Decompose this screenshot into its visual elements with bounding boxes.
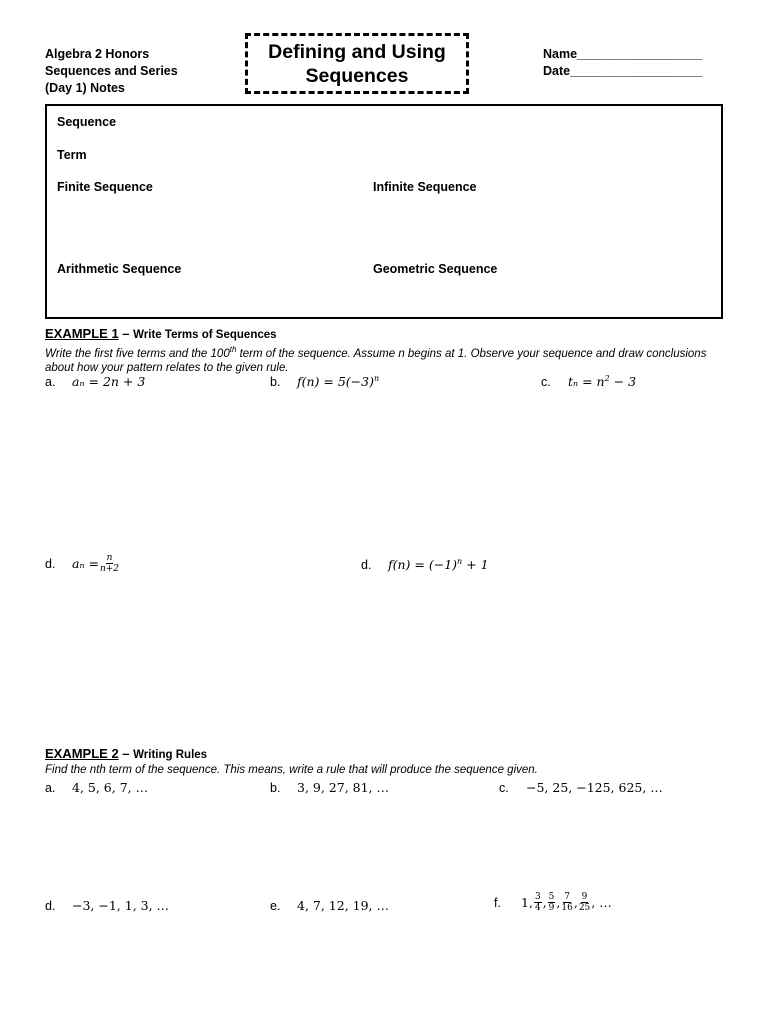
problem-expression bbox=[388, 557, 489, 572]
fraction bbox=[561, 892, 572, 913]
expr-tail: + 1 bbox=[462, 557, 489, 573]
term-sequence: Sequence bbox=[57, 115, 117, 129]
problem-label: d. bbox=[45, 556, 56, 571]
problem-label: e. bbox=[270, 899, 281, 913]
numerator: 5 bbox=[548, 892, 555, 902]
term-arithmetic-sequence: Arithmetic Sequence bbox=[57, 262, 182, 276]
problem-label: b. bbox=[270, 781, 281, 795]
page-title bbox=[268, 40, 446, 88]
instr-part-b: term of the sequence. Assume n begins at 1. Observe your sequence and draw conclusions about how your pattern relates to the given rule. bbox=[45, 347, 707, 374]
problem-label: a. bbox=[45, 781, 56, 795]
title-line-2: Sequences bbox=[305, 64, 409, 87]
problem-expression: 4, 7, 12, 19, … bbox=[297, 898, 390, 913]
definitions-box bbox=[45, 104, 723, 319]
ex1-problem-c bbox=[541, 374, 636, 389]
fraction bbox=[100, 553, 119, 574]
problem-label: b. bbox=[270, 375, 281, 390]
problem-expression: 4, 5, 6, 7, … bbox=[72, 780, 149, 795]
denominator: n+2 bbox=[99, 564, 120, 574]
title-box bbox=[245, 33, 469, 94]
student-fields bbox=[543, 46, 702, 80]
example-2-heading bbox=[45, 746, 207, 761]
example-2-label: EXAMPLE 2 bbox=[45, 746, 119, 761]
example-1-dash: – bbox=[118, 326, 134, 341]
example-1-label: EXAMPLE 1 bbox=[45, 326, 119, 341]
denominator: 25 bbox=[578, 903, 591, 913]
name-field[interactable]: Name__________________ bbox=[543, 47, 703, 61]
denominator: 16 bbox=[561, 903, 573, 913]
example-2-dash: – bbox=[118, 746, 134, 761]
course-name: Algebra 2 Honors bbox=[45, 47, 150, 61]
denominator: 9 bbox=[548, 903, 555, 913]
problem-label: a. bbox=[45, 375, 56, 389]
example-2-subtitle: Writing Rules bbox=[133, 749, 208, 761]
lesson-name: (Day 1) Notes bbox=[45, 81, 125, 95]
instr-superscript: th bbox=[229, 345, 237, 354]
expr-base: f(n) = (−1) bbox=[388, 557, 458, 573]
problem-expression: −5, 25, −125, 625, … bbox=[526, 780, 663, 795]
title-line-1: Defining and Using bbox=[268, 40, 446, 63]
example-1-heading bbox=[45, 326, 277, 341]
fraction bbox=[548, 892, 556, 913]
problem-expression bbox=[297, 374, 379, 389]
denominator: 4 bbox=[534, 903, 541, 913]
fraction bbox=[534, 892, 542, 913]
example-1-instructions bbox=[45, 343, 725, 375]
ellipsis: , … bbox=[591, 895, 612, 910]
course-info bbox=[45, 46, 178, 97]
ex1-problem-d bbox=[45, 553, 120, 574]
ex2-problem-f bbox=[494, 892, 612, 913]
numerator: 7 bbox=[564, 892, 570, 902]
problem-expression: aₙ = 2n + 3 bbox=[72, 374, 146, 389]
instr-part-a: Write the first five terms and the 100 bbox=[45, 347, 230, 360]
expr-base: f(n) = 5(−3) bbox=[297, 374, 374, 390]
example-1-subtitle: Write Terms of Sequences bbox=[133, 329, 277, 341]
comma: , bbox=[556, 895, 561, 910]
date-field[interactable]: Date___________________ bbox=[543, 64, 703, 78]
problem-label: c. bbox=[541, 375, 551, 390]
expr-lhs: aₙ = bbox=[72, 556, 99, 571]
numerator: n bbox=[106, 553, 113, 563]
ex2-problem-b bbox=[270, 780, 389, 795]
term-infinite-sequence: Infinite Sequence bbox=[373, 180, 477, 194]
term-finite-sequence: Finite Sequence bbox=[57, 180, 153, 194]
comma: , bbox=[573, 895, 578, 910]
term-geometric-sequence: Geometric Sequence bbox=[373, 262, 498, 276]
ex1-problem-a bbox=[45, 374, 145, 389]
unit-name: Sequences and Series bbox=[45, 64, 178, 78]
expr-base: tₙ = n bbox=[568, 374, 605, 390]
problem-label: f. bbox=[494, 895, 501, 910]
problem-expression: −3, −1, 1, 3, … bbox=[72, 898, 170, 913]
problem-expression bbox=[568, 374, 636, 389]
term-term: Term bbox=[57, 148, 87, 162]
ex1-problem-b bbox=[270, 374, 379, 389]
expr-tail: − 3 bbox=[609, 374, 637, 390]
problem-label: d. bbox=[45, 899, 56, 913]
fraction bbox=[579, 892, 590, 913]
ex1-problem-e bbox=[361, 557, 489, 572]
expr-exponent: 2 bbox=[604, 374, 610, 383]
problem-label: c. bbox=[499, 781, 509, 795]
numerator: 3 bbox=[534, 892, 541, 902]
numerator: 9 bbox=[581, 892, 588, 902]
problem-expression: 3, 9, 27, 81, … bbox=[297, 780, 390, 795]
problem-label: d. bbox=[361, 558, 372, 573]
first-term: 1, bbox=[521, 895, 533, 910]
expr-exponent: n bbox=[373, 374, 380, 383]
ex2-problem-d bbox=[45, 898, 169, 913]
ex2-problem-a bbox=[45, 780, 148, 795]
example-2-instructions: Find the nth term of the sequence. This means, write a rule that will produce the sequence given. bbox=[45, 764, 538, 776]
ex2-problem-e bbox=[270, 898, 389, 913]
ex2-problem-c bbox=[499, 780, 663, 795]
expr-exponent: n bbox=[457, 557, 463, 566]
comma: , bbox=[542, 895, 547, 910]
